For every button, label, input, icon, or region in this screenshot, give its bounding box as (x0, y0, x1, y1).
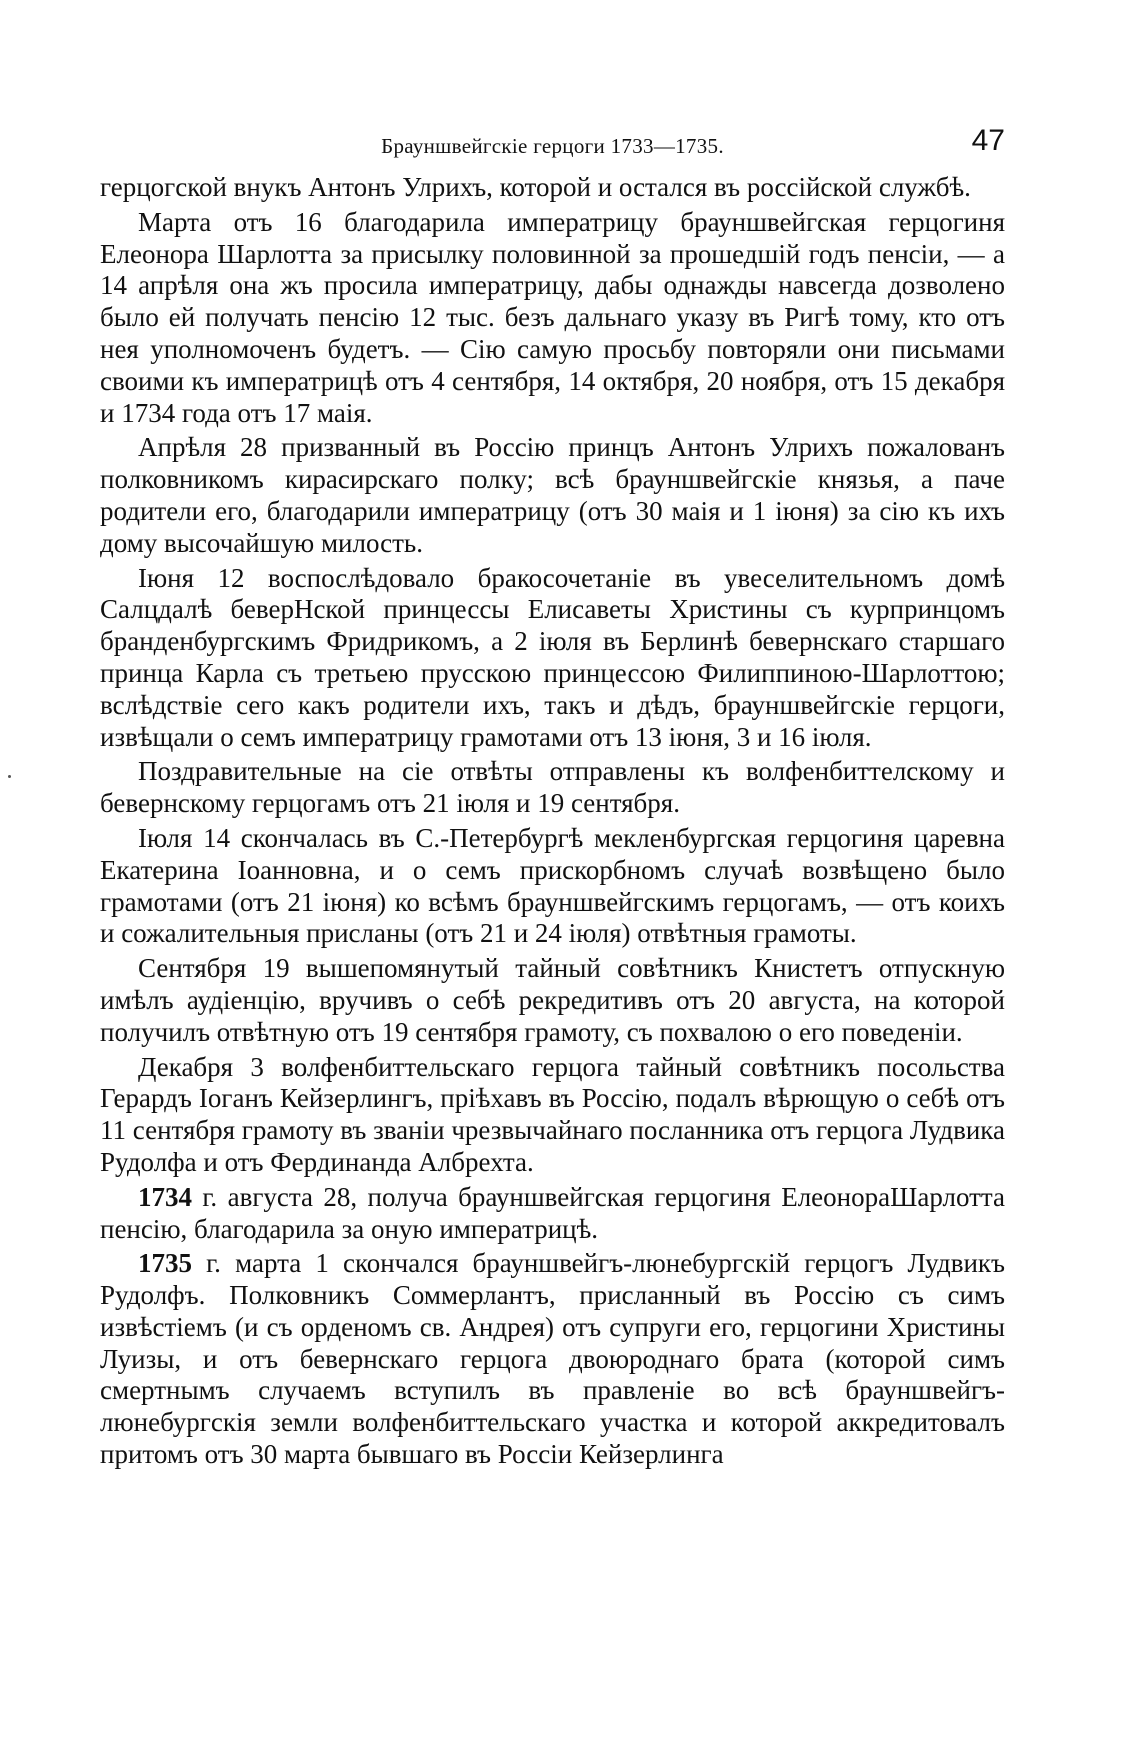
paragraph-text: Декабря 3 волфенбиттельскаго герцога тайный совѣтникъ посольства Герардъ Іоганъ Кейзерлингъ, пріѣхавъ въ Россію, подалъ вѣрющую о себѣ отъ 11 сентября грамоту въ званіи чрезвычайнаго посланника отъ герцога Лудвика Рудолфа и отъ Фердинанда Албрехта. (100, 1051, 1005, 1177)
paragraph (100, 432, 1005, 559)
paragraph (100, 823, 1005, 950)
paragraph (100, 953, 1005, 1048)
paragraph-text: г. августа 28, получа брауншвейгская герцогиня ЕлеонораШарлотта пенсію, благодарила за оную императрицѣ. (100, 1181, 1005, 1244)
paragraph (100, 1182, 1005, 1246)
page-number: 47 (971, 124, 1005, 157)
year-heading: 1734 (138, 1181, 192, 1212)
paragraph-text: герцогской внукъ Антонъ Улрихъ, которой и остался въ россійской службѣ. (100, 172, 971, 202)
running-title: Брауншвейгскіе герцоги 1733—1735. (381, 134, 724, 158)
paragraph (100, 563, 1005, 754)
paragraph-text: Апрѣля 28 призванный въ Россію принцъ Антонъ Улрихъ пожалованъ полковникомъ кирасирскаго полку; всѣ брауншвейгскіе князья, а паче родители его, благодарили императрицу (отъ 30 маія и 1 іюня) за сію къ ихъ дому высочайшую милость. (100, 432, 1005, 558)
paragraph-text: Сентября 19 вышепомянутый тайный совѣтникъ Книстетъ отпускную имѣлъ аудіенцію, вручивъ о себѣ рекредитивъ отъ 20 августа, на которой получилъ отвѣтную отъ 19 сентября грамоту, съ похвалою о его поведеніи. (100, 953, 1005, 1047)
paragraph-text: г. марта 1 скончался брауншвейгъ-люнебургскій герцогъ Лудвикъ Рудолфъ. Полковникъ Соммерлантъ, присланный въ Россію съ симъ извѣстіемъ (и съ орденомъ св. Андрея) отъ супруги его, герцогини Христины Луизы, и отъ бевернскаго герцога двоюроднаго брата (которой симъ смертнымъ случаемъ вступилъ въ правленіе во всѣ брауншвейгъ-люнебургскія земли волфенбиттельскаго участка и которой аккредитовалъ притомъ отъ 30 марта бывшаго въ Россіи Кейзерлинга (100, 1248, 1005, 1470)
margin-speck (8, 775, 11, 778)
paragraph (100, 1248, 1005, 1471)
paragraph-text: Іюня 12 воспослѣдовало бракосочетаніе въ увеселительномъ домѣ Салцдалѣ беверНской принцессы Елисаветы Христины съ курпринцомъ бранденбургскимъ Фридрикомъ, а 2 іюля въ Берлинѣ бевернскаго старшаго принца Карла съ третьею прусскою принцессою Филиппиною-Шарлоттою; вслѣдствіе сего какъ родители ихъ, такъ и дѣдъ, брауншвейгскіе герцоги, извѣщали о семъ императрицу грамотами отъ 13 іюня, 3 и 16 іюля. (100, 562, 1005, 752)
year-heading: 1735 (138, 1248, 192, 1279)
paragraph-text: Поздравительные на сіе отвѣты отправлены къ волфенбиттелскому и бевернскому герцогамъ отъ 21 іюля и 19 сентября. (100, 756, 1005, 819)
paragraph (100, 207, 1005, 430)
paragraph-text: Іюля 14 скончалась въ С.-Петербургѣ мекленбургская герцогиня царевна Екатерина Іоанновна, и о семъ прискорбномъ случаѣ возвѣщено было грамотами (отъ 21 іюня) ко всѣмъ брауншвейгскимъ герцогамъ, — отъ коихъ и сожалительныя присланы (отъ 21 и 24 іюля) отвѣтныя грамоты. (100, 822, 1005, 949)
body-text (100, 172, 1005, 1474)
running-head (100, 124, 1005, 164)
paragraph-text: Марта отъ 16 благодарила императрицу брауншвейгская герцогиня Елеонора Шарлотта за присылку половинной за прошедшій годъ пенсіи, — а 14 апрѣля она жъ просила императрицу, дабы однажды навсегда дозволено было ей получать пенсію 12 тыс. безъ дальнаго указу въ Ригѣ тому, кто отъ нея уполномоченъ будетъ. — Сію самую просьбу повторяли они письмами своими къ императрицѣ отъ 4 сентября, 14 октября, 20 ноября, отъ 15 декабря и 1734 года отъ 17 маія. (100, 206, 1005, 428)
paragraph (100, 756, 1005, 820)
paragraph (100, 1052, 1005, 1179)
paragraph (100, 172, 1005, 204)
